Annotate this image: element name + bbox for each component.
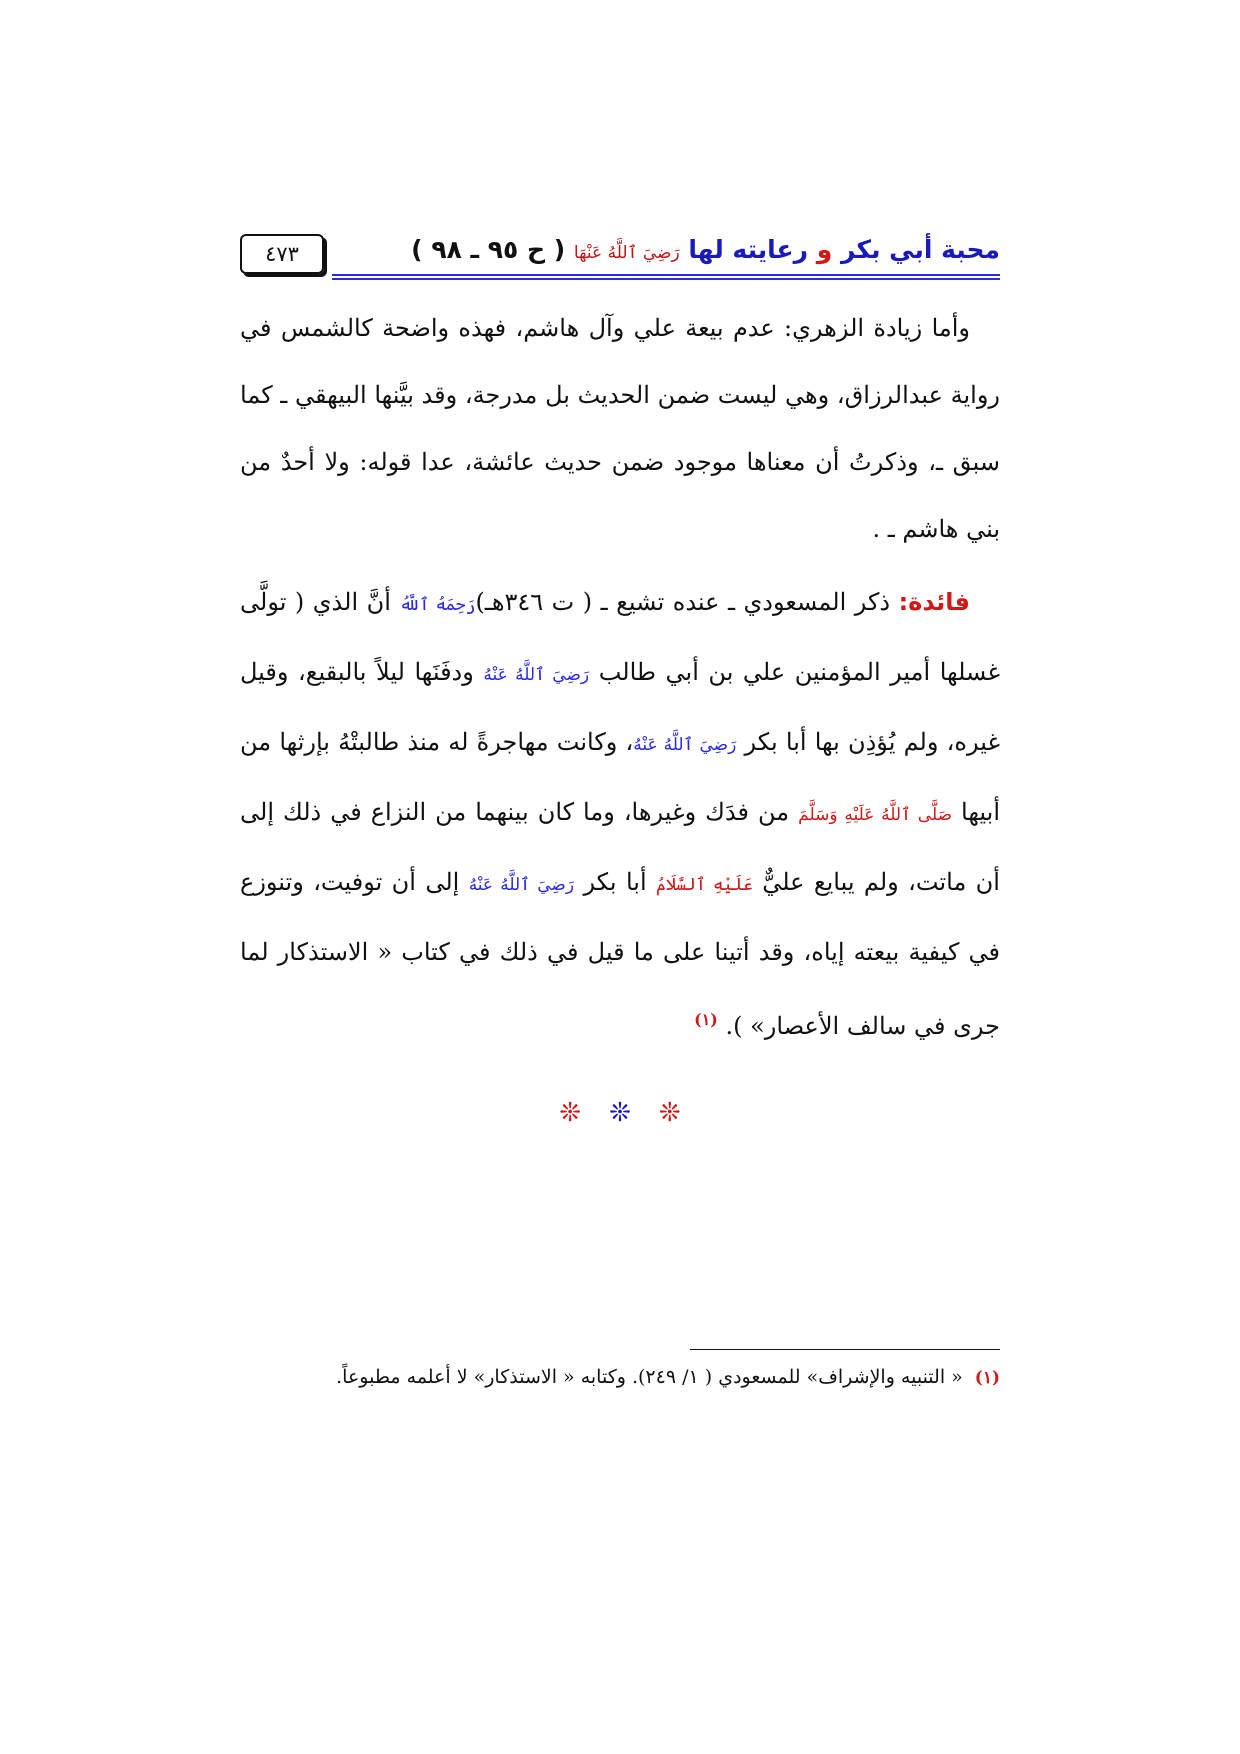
section-divider [520, 1098, 720, 1138]
header-hadith-range: ( ح ٩٥ ـ ٩٨ ) [411, 235, 566, 264]
honorific-radiallahu-2: رَضِيَ ٱللَّهُ عَنْهُ [633, 735, 737, 755]
honorific-radiallahu-3: رَضِيَ ٱللَّهُ عَنْهُ [468, 875, 575, 895]
p2-segment-2: أنَّ الذي ( تولَّى غسلها أمير المؤمنين علي بن أبي طالب [240, 588, 1000, 686]
honorific-rahimahullah: رَحِمَهُ ٱللَّهُ [399, 595, 476, 615]
footnote-text: « التنبيه والإشراف» للمسعودي ( ١/ ٢٤٩). وكتابه « الاستذكار» لا أعلمه مطبوعاً. [336, 1366, 963, 1388]
header-title-part2: و [816, 235, 833, 264]
honorific-alayhi-salam: عَلَيْهِ ٱلسَّلَامُ [656, 875, 753, 895]
running-header [240, 230, 1000, 290]
paragraph-2 [240, 569, 1000, 1060]
header-title-part1: محبة أبي بكر [841, 235, 1000, 264]
p2-segment-4: ، وكانت مهاجرةً له منذ طالبتْهُ بإرثها من أبيها [240, 728, 1000, 826]
footnote-number: (١) [974, 1368, 1000, 1388]
footnote [240, 1362, 1000, 1393]
footnote-separator [690, 1349, 1000, 1350]
divider-star-icon: ❊ [609, 1098, 631, 1128]
header-title-part3: رعايته لها [688, 235, 809, 264]
divider-star-icon: ❊ [559, 1098, 582, 1128]
header-honorific: رَضِيَ ٱللَّهُ عَنْهَا [573, 243, 680, 263]
p2-segment-6: أبا بكر [583, 868, 647, 896]
p2-segment-1: ذكر المسعودي ـ عنده تشيع ـ ( ت ٣٤٦هـ) [475, 588, 891, 616]
header-title [411, 230, 1000, 273]
benefit-label: فائدة: [898, 588, 970, 616]
header-rule [332, 274, 1000, 280]
p2-segment-3: ودفَنَها ليلاً بالبقيع، وقيل غيره، ولم يُؤذِن بها أبا بكر [240, 658, 1000, 756]
p2-segment-7: إلى أن توفيت، وتنوزع في كيفية بيعته إياه، وقد أتينا على ما قيل في ذلك في كتاب « الاستذكار لما جرى في سالف الأعصار» ). [240, 868, 1000, 1040]
honorific-salla: صَلَّى ٱللَّهُ عَلَيْهِ وَسَلَّمَ [798, 805, 953, 825]
divider-star-icon: ❊ [658, 1098, 681, 1128]
honorific-radiallahu-1: رَضِيَ ٱللَّهُ عَنْهُ [483, 665, 590, 685]
p2-segment-5: من فدَك وغيرها، وما كان بينهما من النزاع في ذلك إلى أن ماتت، ولم يبايع عليٌّ [240, 798, 1000, 896]
footnote-reference: (١) [694, 1010, 718, 1029]
page-number: ٤٧٣ [240, 234, 324, 274]
paragraph-1 [240, 295, 1000, 563]
paragraph-1-text: وأما زيادة الزهري: عدم بيعة علي وآل هاشم، فهذه واضحة كالشمس في رواية عبدالرزاق، وهي ليست ضمن الحديث بل مدرجة، وقد بيَّنها البيهقي ـ كما سبق ـ، وذكرتُ أن معناها موجود ضمن حديث عائشة، عدا قوله: ولا أحدٌ من بني هاشم ـ . [240, 314, 1000, 543]
